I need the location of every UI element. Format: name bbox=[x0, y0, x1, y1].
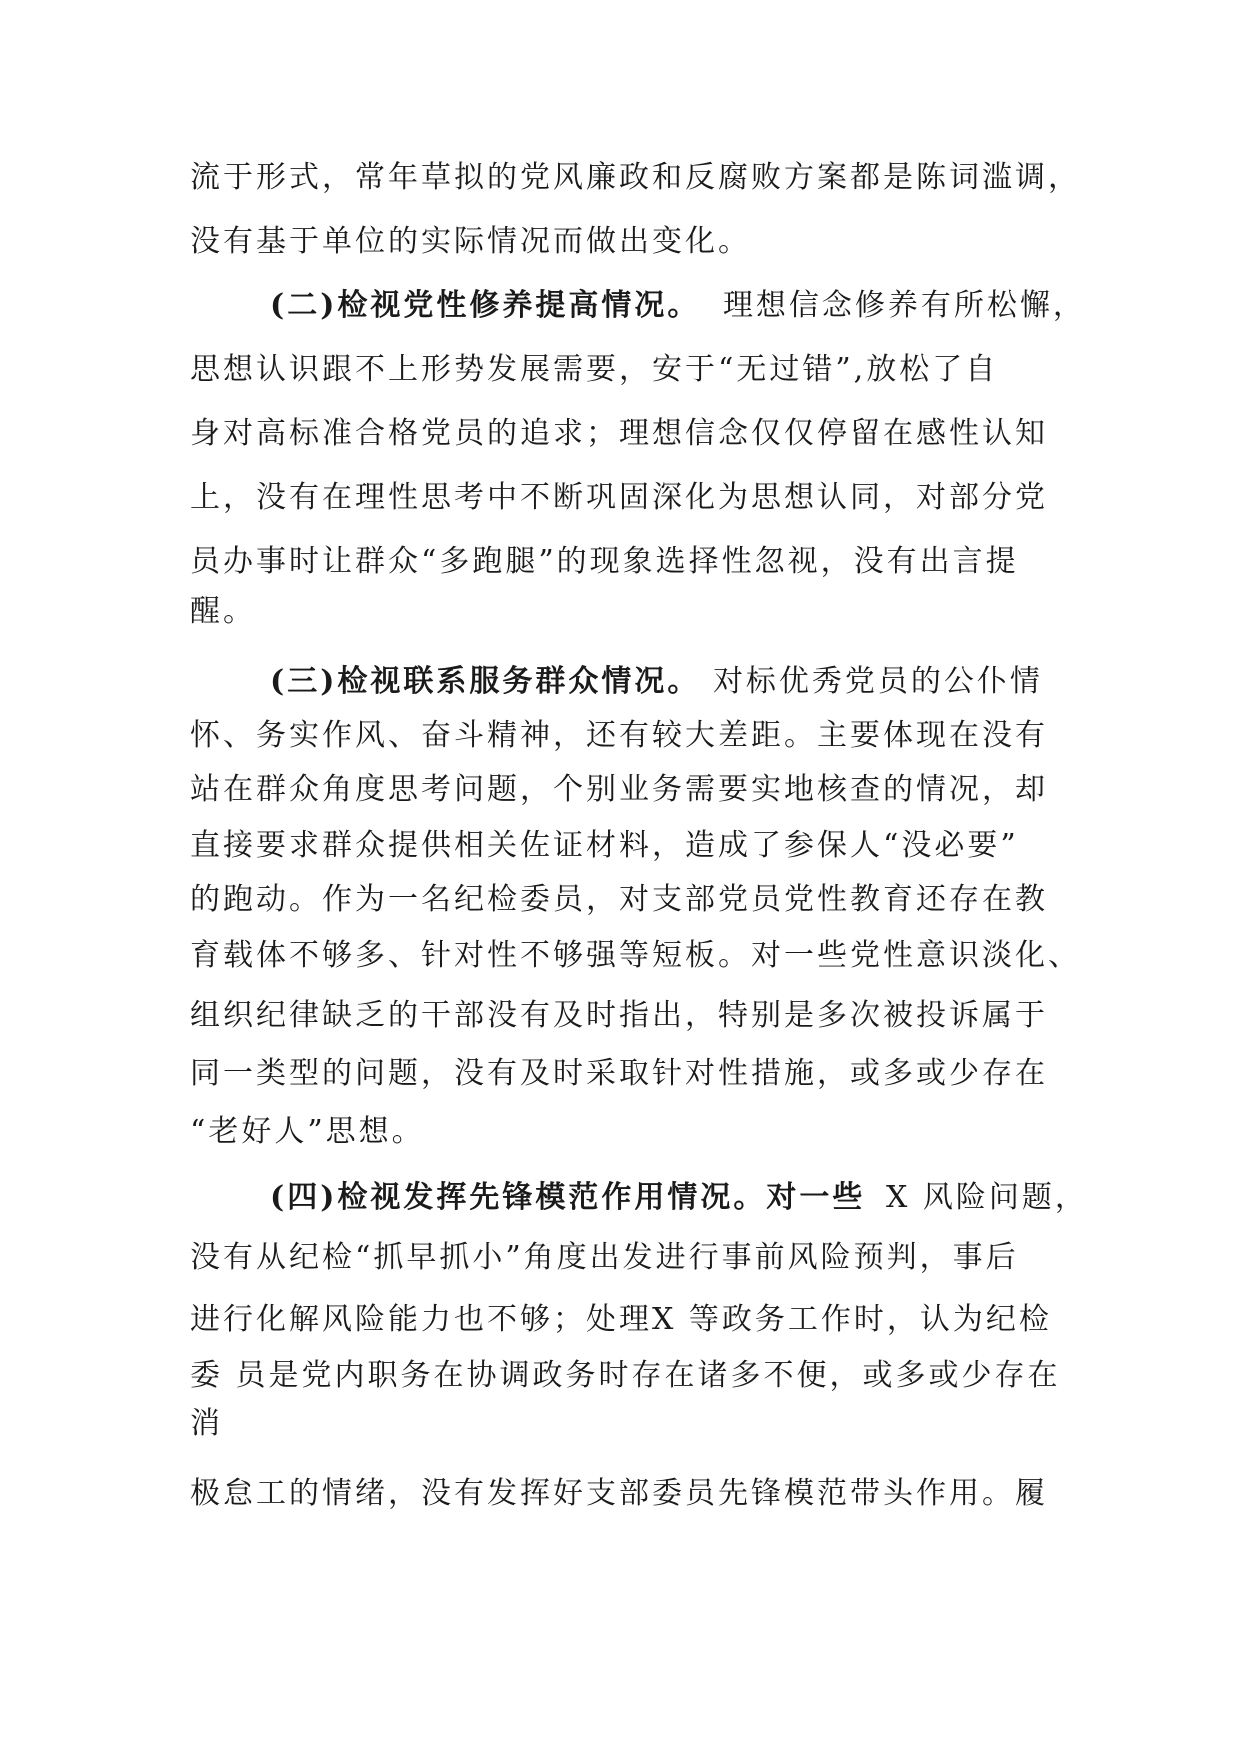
body-text-span: 对标优秀党员的公仆情 bbox=[712, 664, 1043, 699]
body-text-line: 消 bbox=[190, 1406, 223, 1441]
body-text-line: 怀、务实作风、奋斗精神，还有较大差距。主要体现在没有 bbox=[190, 718, 1048, 753]
section-heading-line bbox=[270, 1178, 1088, 1218]
body-text-line: 没有基于单位的实际情况而做出变化。 bbox=[190, 224, 751, 259]
body-text-line: 站在群众角度思考问题，个别业务需要实地核查的情况，却 bbox=[190, 772, 1048, 807]
body-text-line: “老好人”思想。 bbox=[190, 1114, 425, 1149]
body-text-line: 醒。 bbox=[190, 594, 256, 629]
section-heading-2: (二)检视党性修养提高情况。 bbox=[270, 288, 701, 323]
body-text-line: 委 员是党内职务在协调政务时存在诸多不便，或多或少存在 bbox=[190, 1358, 1061, 1393]
section-heading-3: (三)检视联系服务群众情况。 bbox=[270, 664, 701, 699]
body-text-line: 流于形式，常年草拟的党风廉政和反腐败方案都是陈词滥调， bbox=[190, 160, 1081, 195]
body-text-line: 极怠工的情绪，没有发挥好支部委员先锋模范带头作用。履 bbox=[190, 1476, 1048, 1511]
body-text-line: 没有从纪检“抓早抓小”角度出发进行事前风险预判，事后 bbox=[190, 1240, 1019, 1275]
body-text-line: 进行化解风险能力也不够；处理X 等政务工作时，认为纪检 bbox=[190, 1302, 1052, 1337]
body-text-line: 员办事时让群众“多跑腿”的现象选择性忽视，没有出言提 bbox=[190, 544, 1019, 579]
body-text-line: 直接要求群众提供相关佐证材料，造成了参保人“没必要” bbox=[190, 828, 1019, 863]
body-text-line: 育载体不够多、针对性不够强等短板。对一些党性意识淡化、 bbox=[190, 938, 1081, 973]
section-heading-line bbox=[270, 286, 1086, 326]
body-text-line: 思想认识跟不上形势发展需要，安于“无过错”,放松了自 bbox=[190, 352, 999, 387]
body-text-line: 同一类型的问题，没有及时采取针对性措施，或多或少存在 bbox=[190, 1056, 1048, 1091]
body-text-span: 理想信念修养有所松懈， bbox=[722, 288, 1086, 323]
body-text-span: X 风险问题， bbox=[885, 1180, 1088, 1215]
section-heading-4: (四)检视发挥先锋模范作用情况。对一些 bbox=[270, 1180, 866, 1215]
body-text-line: 的跑动。作为一名纪检委员，对支部党员党性教育还存在教 bbox=[190, 882, 1048, 917]
body-text-line: 上，没有在理性思考中不断巩固深化为思想认同，对部分党 bbox=[190, 480, 1048, 515]
section-heading-line bbox=[270, 662, 1043, 702]
body-text-line: 组织纪律缺乏的干部没有及时指出，特别是多次被投诉属于 bbox=[190, 998, 1048, 1033]
body-text-line: 身对高标准合格党员的追求；理想信念仅仅停留在感性认知 bbox=[190, 416, 1048, 451]
